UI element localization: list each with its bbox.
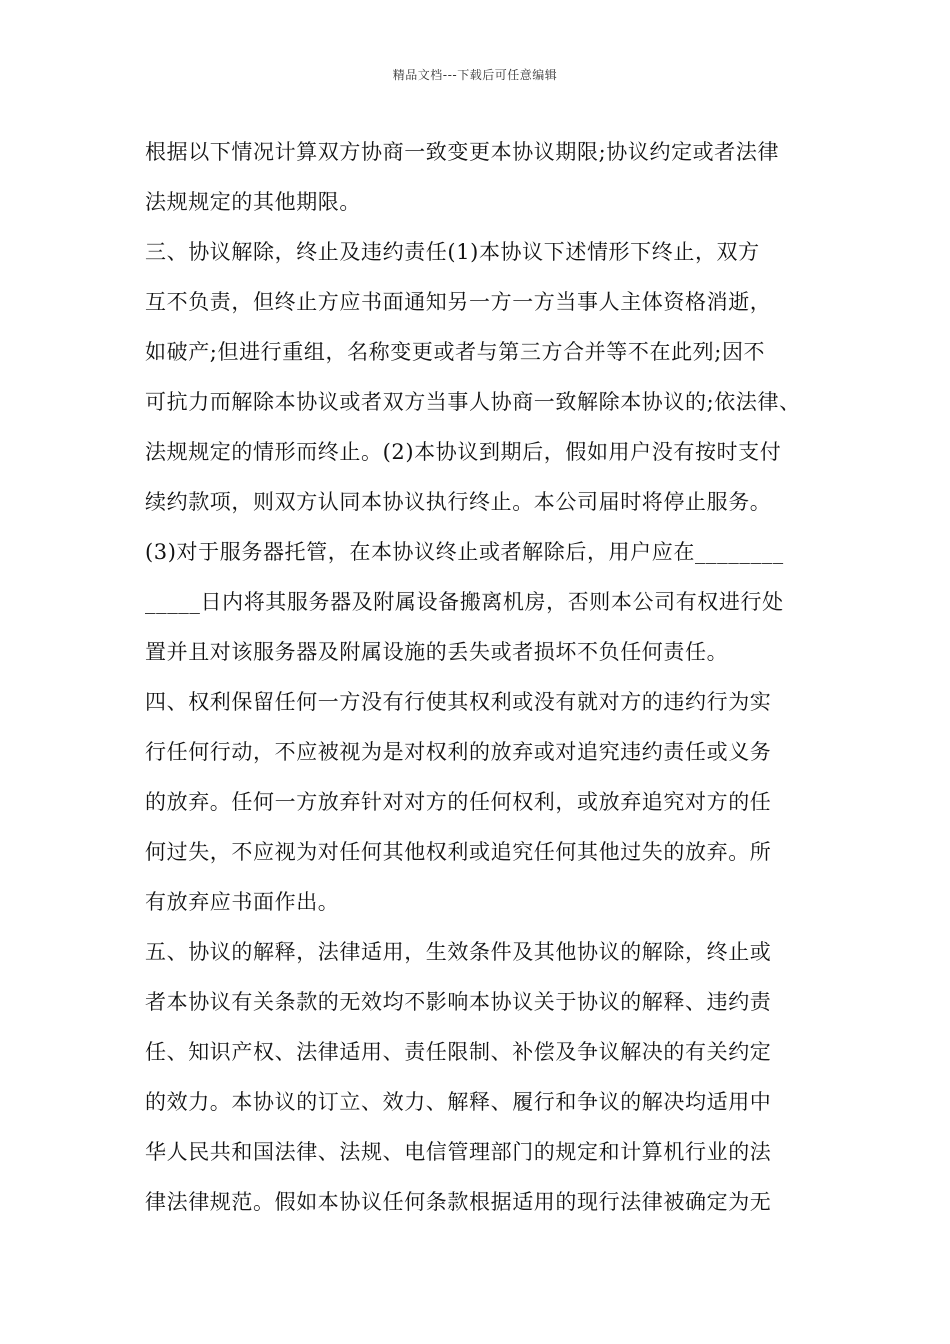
- body-line: 者本协议有关条款的无效均不影响本协议关于协议的解释、违约责: [145, 990, 772, 1014]
- body-line: 根据以下情况计算双方协商一致变更本协议期限;协议约定或者法律: [145, 140, 780, 164]
- body-line: 互不负责，但终止方应书面通知另一方一方当事人主体资格消逝，: [145, 290, 772, 314]
- body-line: 续约款项，则双方认同本协议执行终止。本公司届时将停止服务。: [145, 490, 772, 514]
- body-line: 法规规定的其他期限。: [145, 190, 361, 214]
- body-line: 何过失，不应视为对任何其他权利或追究任何其他过失的放弃。所: [145, 840, 772, 864]
- body-line: 的放弃。任何一方放弃针对对方的任何权利，或放弃追究对方的任: [145, 790, 772, 814]
- body-line: 的效力。本协议的订立、效力、解释、履行和争议的解决均适用中: [145, 1090, 772, 1114]
- body-line: 如破产;但进行重组，名称变更或者与第三方合并等不在此列;因不: [145, 340, 766, 364]
- body-line: 律法律规范。假如本协议任何条款根据适用的现行法律被确定为无: [145, 1190, 772, 1214]
- body-line: 可抗力而解除本协议或者双方当事人协商一致解除本协议的;依法律、: [145, 390, 801, 414]
- body-line: 有放弃应书面作出。: [145, 890, 340, 914]
- body-line: 置并且对该服务器及附属设施的丢失或者损坏不负任何责任。: [145, 640, 729, 664]
- body-line: 三、协议解除，终止及违约责任(1)本协议下述情形下终止，双方: [145, 240, 760, 264]
- body-line: 华人民共和国法律、法规、电信管理部门的规定和计算机行业的法: [145, 1140, 772, 1164]
- body-line: _____日内将其服务器及附属设备搬离机房，否则本公司有权进行处: [145, 590, 784, 614]
- body-line: 法规规定的情形而终止。(2)本协议到期后，假如用户没有按时支付: [145, 440, 782, 464]
- body-line: (3)对于服务器托管，在本协议终止或者解除后，用户应在________: [145, 540, 784, 564]
- body-line: 五、协议的解释，法律适用，生效条件及其他协议的解除，终止或: [145, 940, 772, 964]
- page-header: 精品文档---下载后可任意编辑: [392, 68, 558, 82]
- body-line: 四、权利保留任何一方没有行使其权利或没有就对方的违约行为实: [145, 690, 772, 714]
- body-line: 行任何行动，不应被视为是对权利的放弃或对追究违约责任或义务: [145, 740, 772, 764]
- body-line: 任、知识产权、法律适用、责任限制、补偿及争议解决的有关约定: [145, 1040, 772, 1064]
